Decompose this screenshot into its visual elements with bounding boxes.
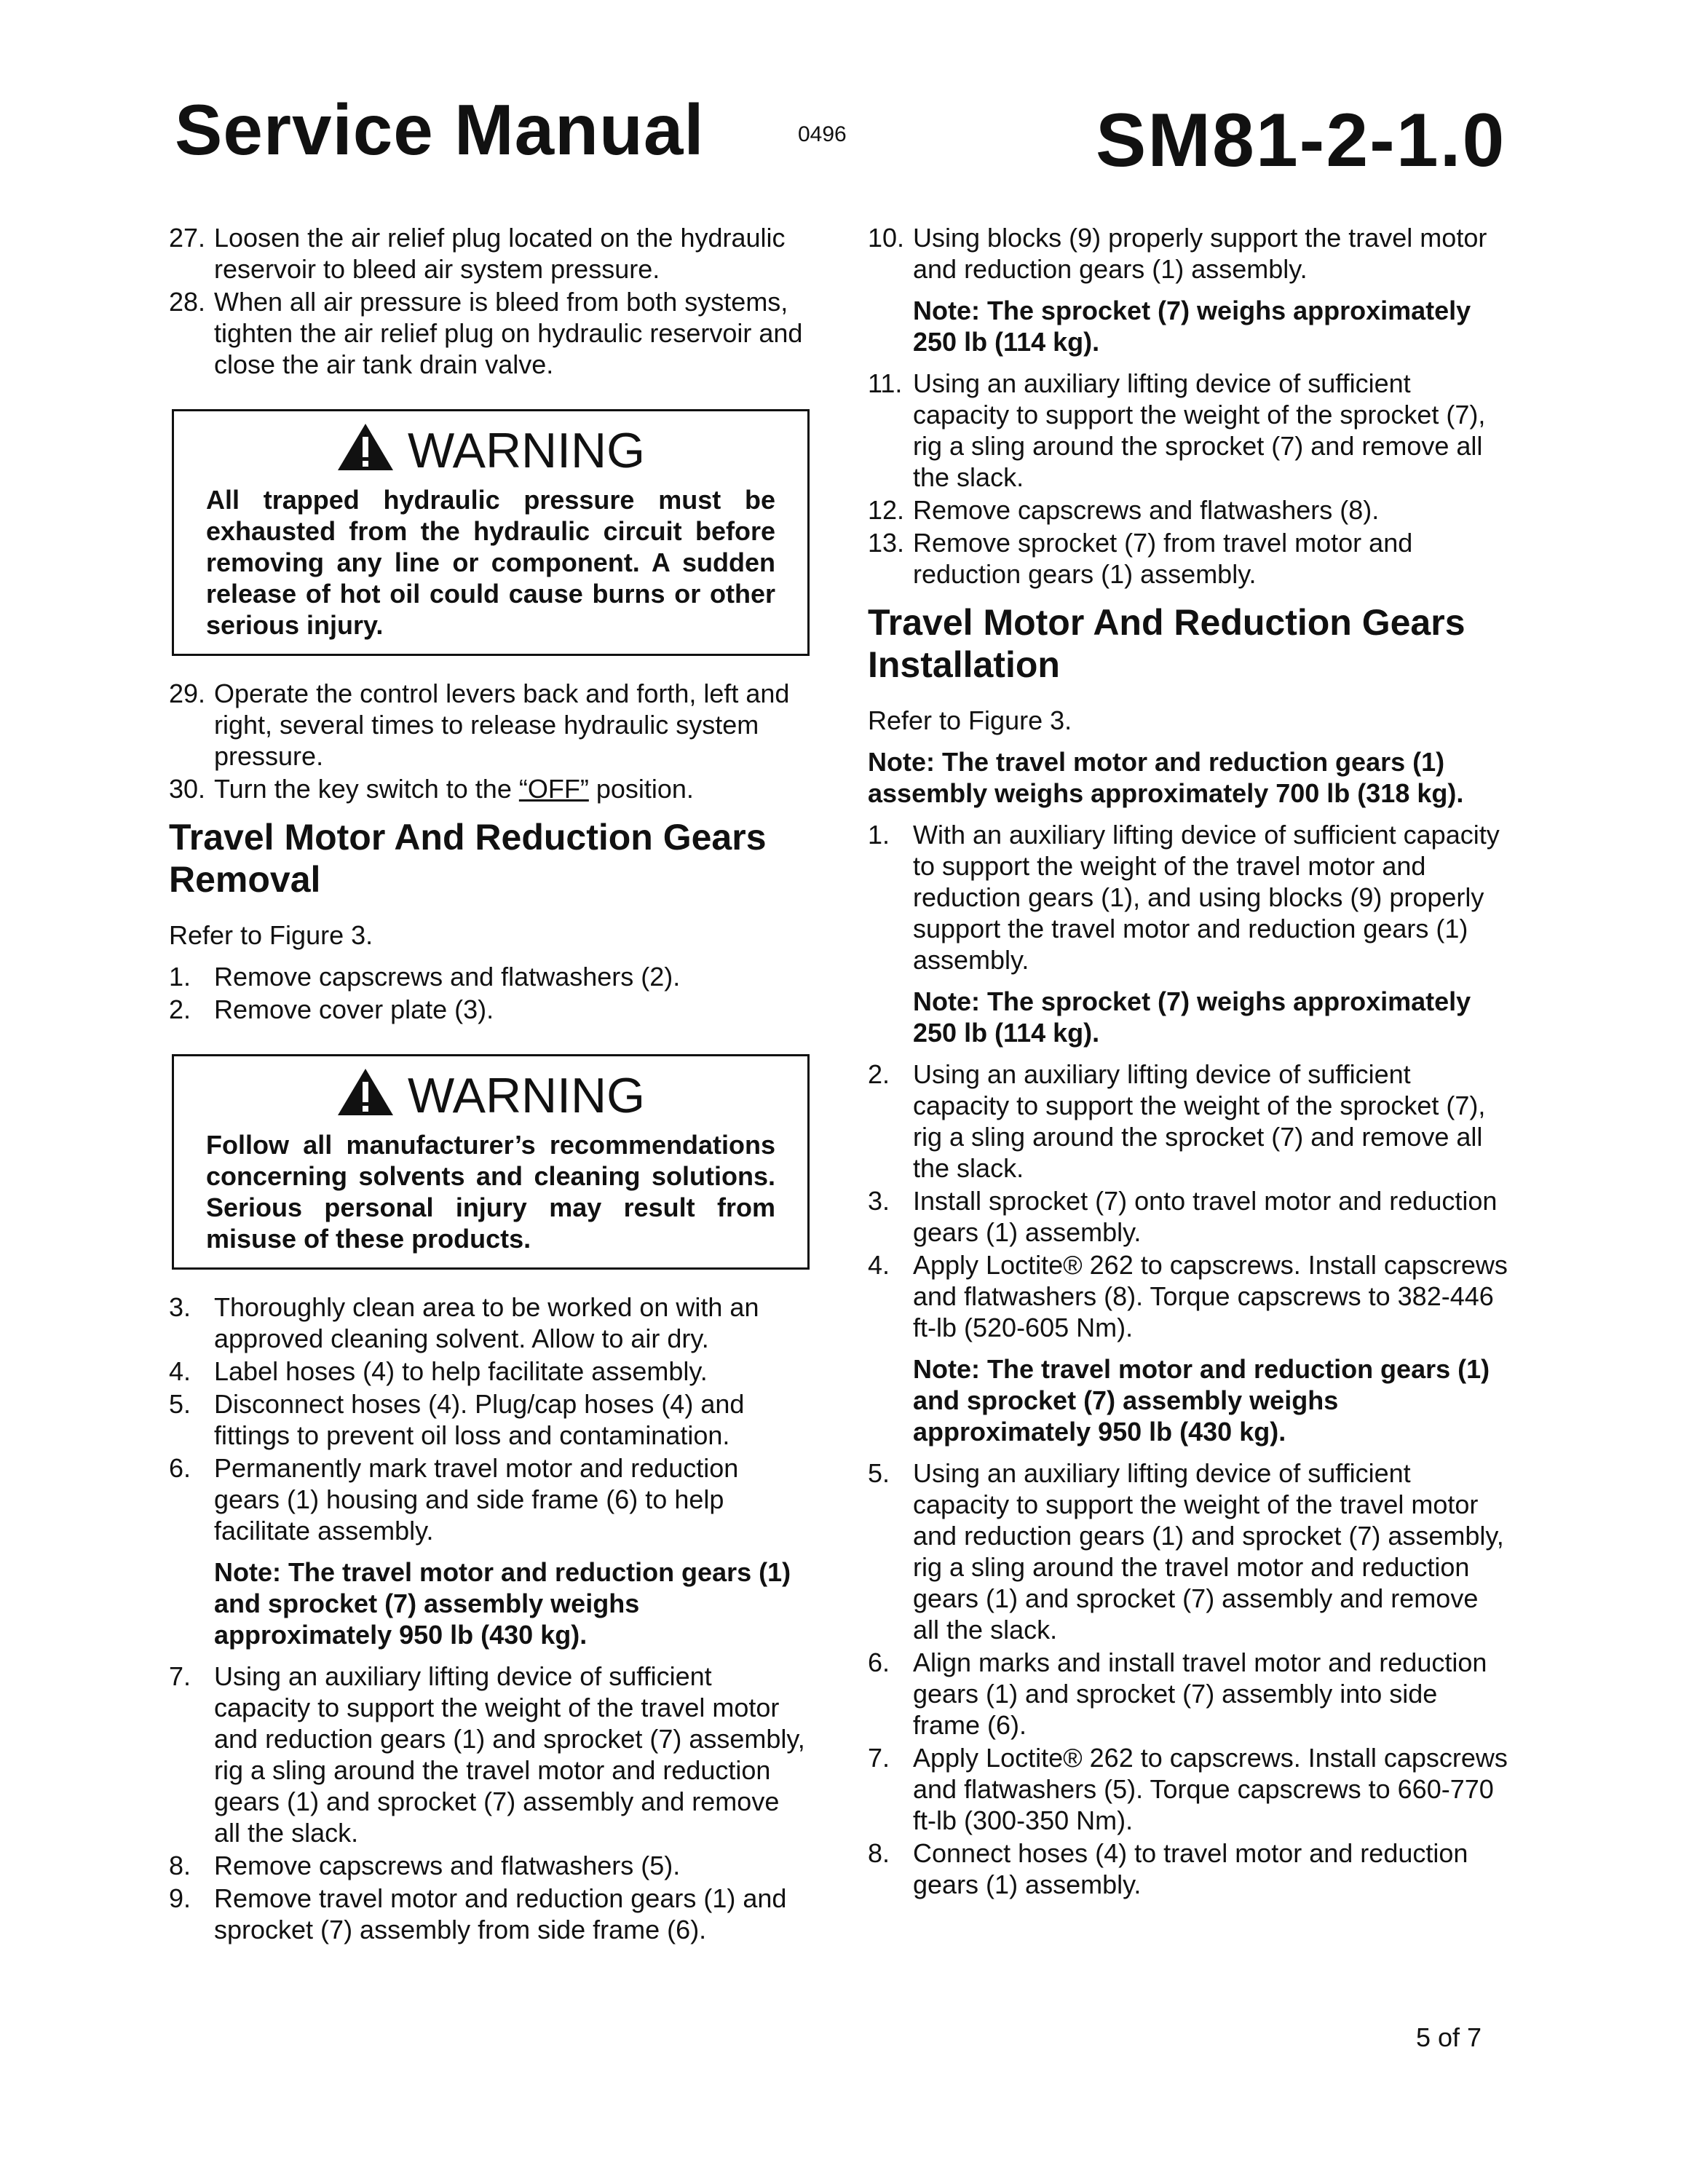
step-text: Turn the key switch to the [214, 774, 519, 804]
step-number: 4. [169, 1356, 191, 1386]
list-item [868, 1185, 1508, 1248]
step-text: Install sprocket (7) onto travel motor and reduction gears (1) assembly. [913, 1186, 1498, 1247]
step-number: 3. [169, 1292, 191, 1322]
step-text: Apply Loctite® 262 to capscrews. Install capscrews and flatwashers (5). Torque capscrews to 660-770 ft-lb (300-350 Nm). [913, 1743, 1508, 1835]
list-item [868, 222, 1508, 285]
step-number: 1. [868, 820, 890, 850]
note: Note: The sprocket (7) weighs approximately 250 lb (114 kg). [913, 986, 1471, 1048]
warning-text: Follow all manufacturer’s recommendations concerning solvents and cleaning solutions. Serious personal injury may result from misuse of these products. [206, 1130, 775, 1254]
figure-reference: Refer to Figure 3. [169, 920, 373, 950]
step-text: Remove sprocket (7) from travel motor and reduction gears (1) assembly. [913, 528, 1413, 589]
step-text: Apply Loctite® 262 to capscrews. Install capscrews and flatwashers (8). Torque capscrews to 382-446 ft-lb (520-605 Nm). [913, 1250, 1508, 1342]
step-text: Remove capscrews and flatwashers (5). [214, 1851, 681, 1880]
list-item [169, 1388, 810, 1451]
step-number: 11. [868, 368, 903, 398]
list-item [868, 1249, 1508, 1343]
document-code: 0496 [798, 122, 847, 146]
step-number: 6. [868, 1647, 890, 1677]
section-heading: Travel Motor And Reduction Gears Removal [169, 817, 767, 900]
step-number: 7. [169, 1661, 191, 1691]
right-column [868, 222, 1508, 1902]
warning-triangle-icon [336, 422, 395, 472]
step-number: 7. [868, 1743, 890, 1773]
section-heading: Travel Motor And Reduction Gears Installation [868, 602, 1466, 685]
step-text: Loosen the air relief plug located on the hydraulic reservoir to bleed air system pressure. [214, 223, 786, 284]
step-text: Thoroughly clean area to be worked on with an approved cleaning solvent. Allow to air dry. [214, 1292, 759, 1353]
figure-reference: Refer to Figure 3. [868, 705, 1072, 735]
step-text: Disconnect hoses (4). Plug/cap hoses (4) and fittings to prevent oil loss and contamination. [214, 1389, 745, 1450]
list-item [169, 773, 810, 804]
step-list [169, 1661, 810, 1945]
step-number: 6. [169, 1453, 191, 1483]
left-column [169, 222, 810, 1947]
list-item [868, 1742, 1508, 1836]
step-text: Align marks and install travel motor and reduction gears (1) and sprocket (7) assembly into side frame (6). [913, 1647, 1487, 1740]
list-item [169, 1850, 810, 1881]
list-item [868, 368, 1508, 493]
step-list [868, 819, 1508, 976]
step-text: Connect hoses (4) to travel motor and reduction gears (1) assembly. [913, 1838, 1468, 1899]
note: Note: The travel motor and reduction gears (1) and sprocket (7) assembly weighs approximately 950 lb (430 kg). [913, 1354, 1490, 1447]
document-number: SM81-2-1.0 [1096, 98, 1506, 183]
note: Note: The travel motor and reduction gears (1) and sprocket (7) assembly weighs approximately 950 lb (430 kg). [214, 1557, 791, 1650]
list-item [868, 1457, 1508, 1645]
page-title: Service Manual [175, 90, 705, 170]
step-number: 9. [169, 1883, 191, 1913]
list-item [169, 1291, 810, 1354]
step-text: Using an auxiliary lifting device of sufficient capacity to support the weight of the sprocket (7), rig a sling around the sprocket (7) and remove all the slack. [913, 368, 1486, 492]
warning-text: All trapped hydraulic pressure must be exhausted from the hydraulic circuit before removing any line or component. A sudden release of hot oil could cause burns or other serious injury. [206, 485, 775, 640]
step-number: 8. [169, 1851, 191, 1880]
list-item [169, 1452, 810, 1546]
list-item [868, 819, 1508, 976]
step-text: Using blocks (9) properly support the travel motor and reduction gears (1) assembly. [913, 223, 1487, 284]
list-item [169, 286, 810, 380]
off-position-label: “OFF” [518, 774, 589, 804]
list-item [169, 678, 810, 772]
step-text: position. [588, 774, 694, 804]
step-number: 13. [868, 528, 905, 558]
step-text: Remove travel motor and reduction gears (1) and sprocket (7) assembly from side frame (6). [214, 1883, 787, 1944]
step-text: Using an auxiliary lifting device of sufficient capacity to support the weight of the travel motor and reduction gears (1) and sprocket (7) assembly, rig a sling around the travel motor and reduction gears (1) and sprocket (7) assembly and remove all the slack. [214, 1661, 805, 1848]
step-number: 30. [169, 774, 206, 804]
step-text: Remove cover plate (3). [214, 994, 494, 1024]
step-number: 5. [169, 1389, 191, 1419]
note: Note: The travel motor and reduction gears (1) assembly weighs approximately 700 lb (318 kg). [868, 747, 1464, 808]
list-item [169, 222, 810, 285]
page-number: 5 of 7 [1416, 2022, 1482, 2052]
step-number: 1. [169, 962, 191, 992]
step-list [868, 1457, 1508, 1900]
list-item [868, 527, 1508, 590]
note: Note: The sprocket (7) weighs approximately 250 lb (114 kg). [913, 296, 1471, 357]
step-list [169, 1291, 810, 1546]
list-item [169, 961, 810, 992]
step-number: 2. [868, 1059, 890, 1089]
list-item [169, 994, 810, 1025]
step-number: 27. [169, 223, 206, 253]
step-list [868, 222, 1508, 285]
list-item [868, 494, 1508, 526]
step-text: Using an auxiliary lifting device of sufficient capacity to support the weight of the travel motor and reduction gears (1) and sprocket (7) assembly, rig a sling around the travel motor and reduction gears (1) and sprocket (7) assembly and remove all the slack. [913, 1458, 1504, 1645]
step-list [169, 222, 810, 380]
step-text: Label hoses (4) to help facilitate assembly. [214, 1356, 708, 1386]
step-text: Remove capscrews and flatwashers (8). [913, 495, 1380, 525]
step-text: Permanently mark travel motor and reduction gears (1) housing and side frame (6) to help facilitate assembly. [214, 1453, 739, 1546]
step-number: 29. [169, 678, 206, 708]
step-text: When all air pressure is bleed from both systems, tighten the air relief plug on hydraulic reservoir and close the air tank drain valve. [214, 287, 803, 379]
step-number: 8. [868, 1838, 890, 1868]
list-item [169, 1883, 810, 1945]
step-text: Remove capscrews and flatwashers (2). [214, 962, 681, 992]
list-item [868, 1647, 1508, 1741]
step-text: Using an auxiliary lifting device of sufficient capacity to support the weight of the sprocket (7), rig a sling around the sprocket (7) and remove all the slack. [913, 1059, 1486, 1183]
step-number: 4. [868, 1250, 890, 1280]
step-list [169, 961, 810, 1025]
step-list [868, 1059, 1508, 1343]
list-item [868, 1059, 1508, 1184]
step-number: 10. [868, 223, 905, 253]
step-number: 3. [868, 1186, 890, 1216]
warning-triangle-icon [336, 1067, 395, 1117]
step-number: 12. [868, 495, 905, 525]
step-list [169, 678, 810, 772]
list-item [868, 1837, 1508, 1900]
warning-title: WARNING [407, 1068, 646, 1123]
list-item [169, 1661, 810, 1848]
list-item [169, 1356, 810, 1387]
step-number: 2. [169, 994, 191, 1024]
warning-title: WARNING [407, 423, 646, 478]
step-text: Operate the control levers back and forth, left and right, several times to release hydraulic system pressure. [214, 678, 790, 771]
step-number: 5. [868, 1458, 890, 1488]
step-text: With an auxiliary lifting device of sufficient capacity to support the weight of the travel motor and reduction gears (1), and using blocks (9) properly support the travel motor and reduction gears (1) assembly. [913, 820, 1500, 975]
warning-box [172, 1054, 810, 1270]
step-list [868, 368, 1508, 590]
step-number: 28. [169, 287, 206, 317]
warning-box [172, 409, 810, 656]
